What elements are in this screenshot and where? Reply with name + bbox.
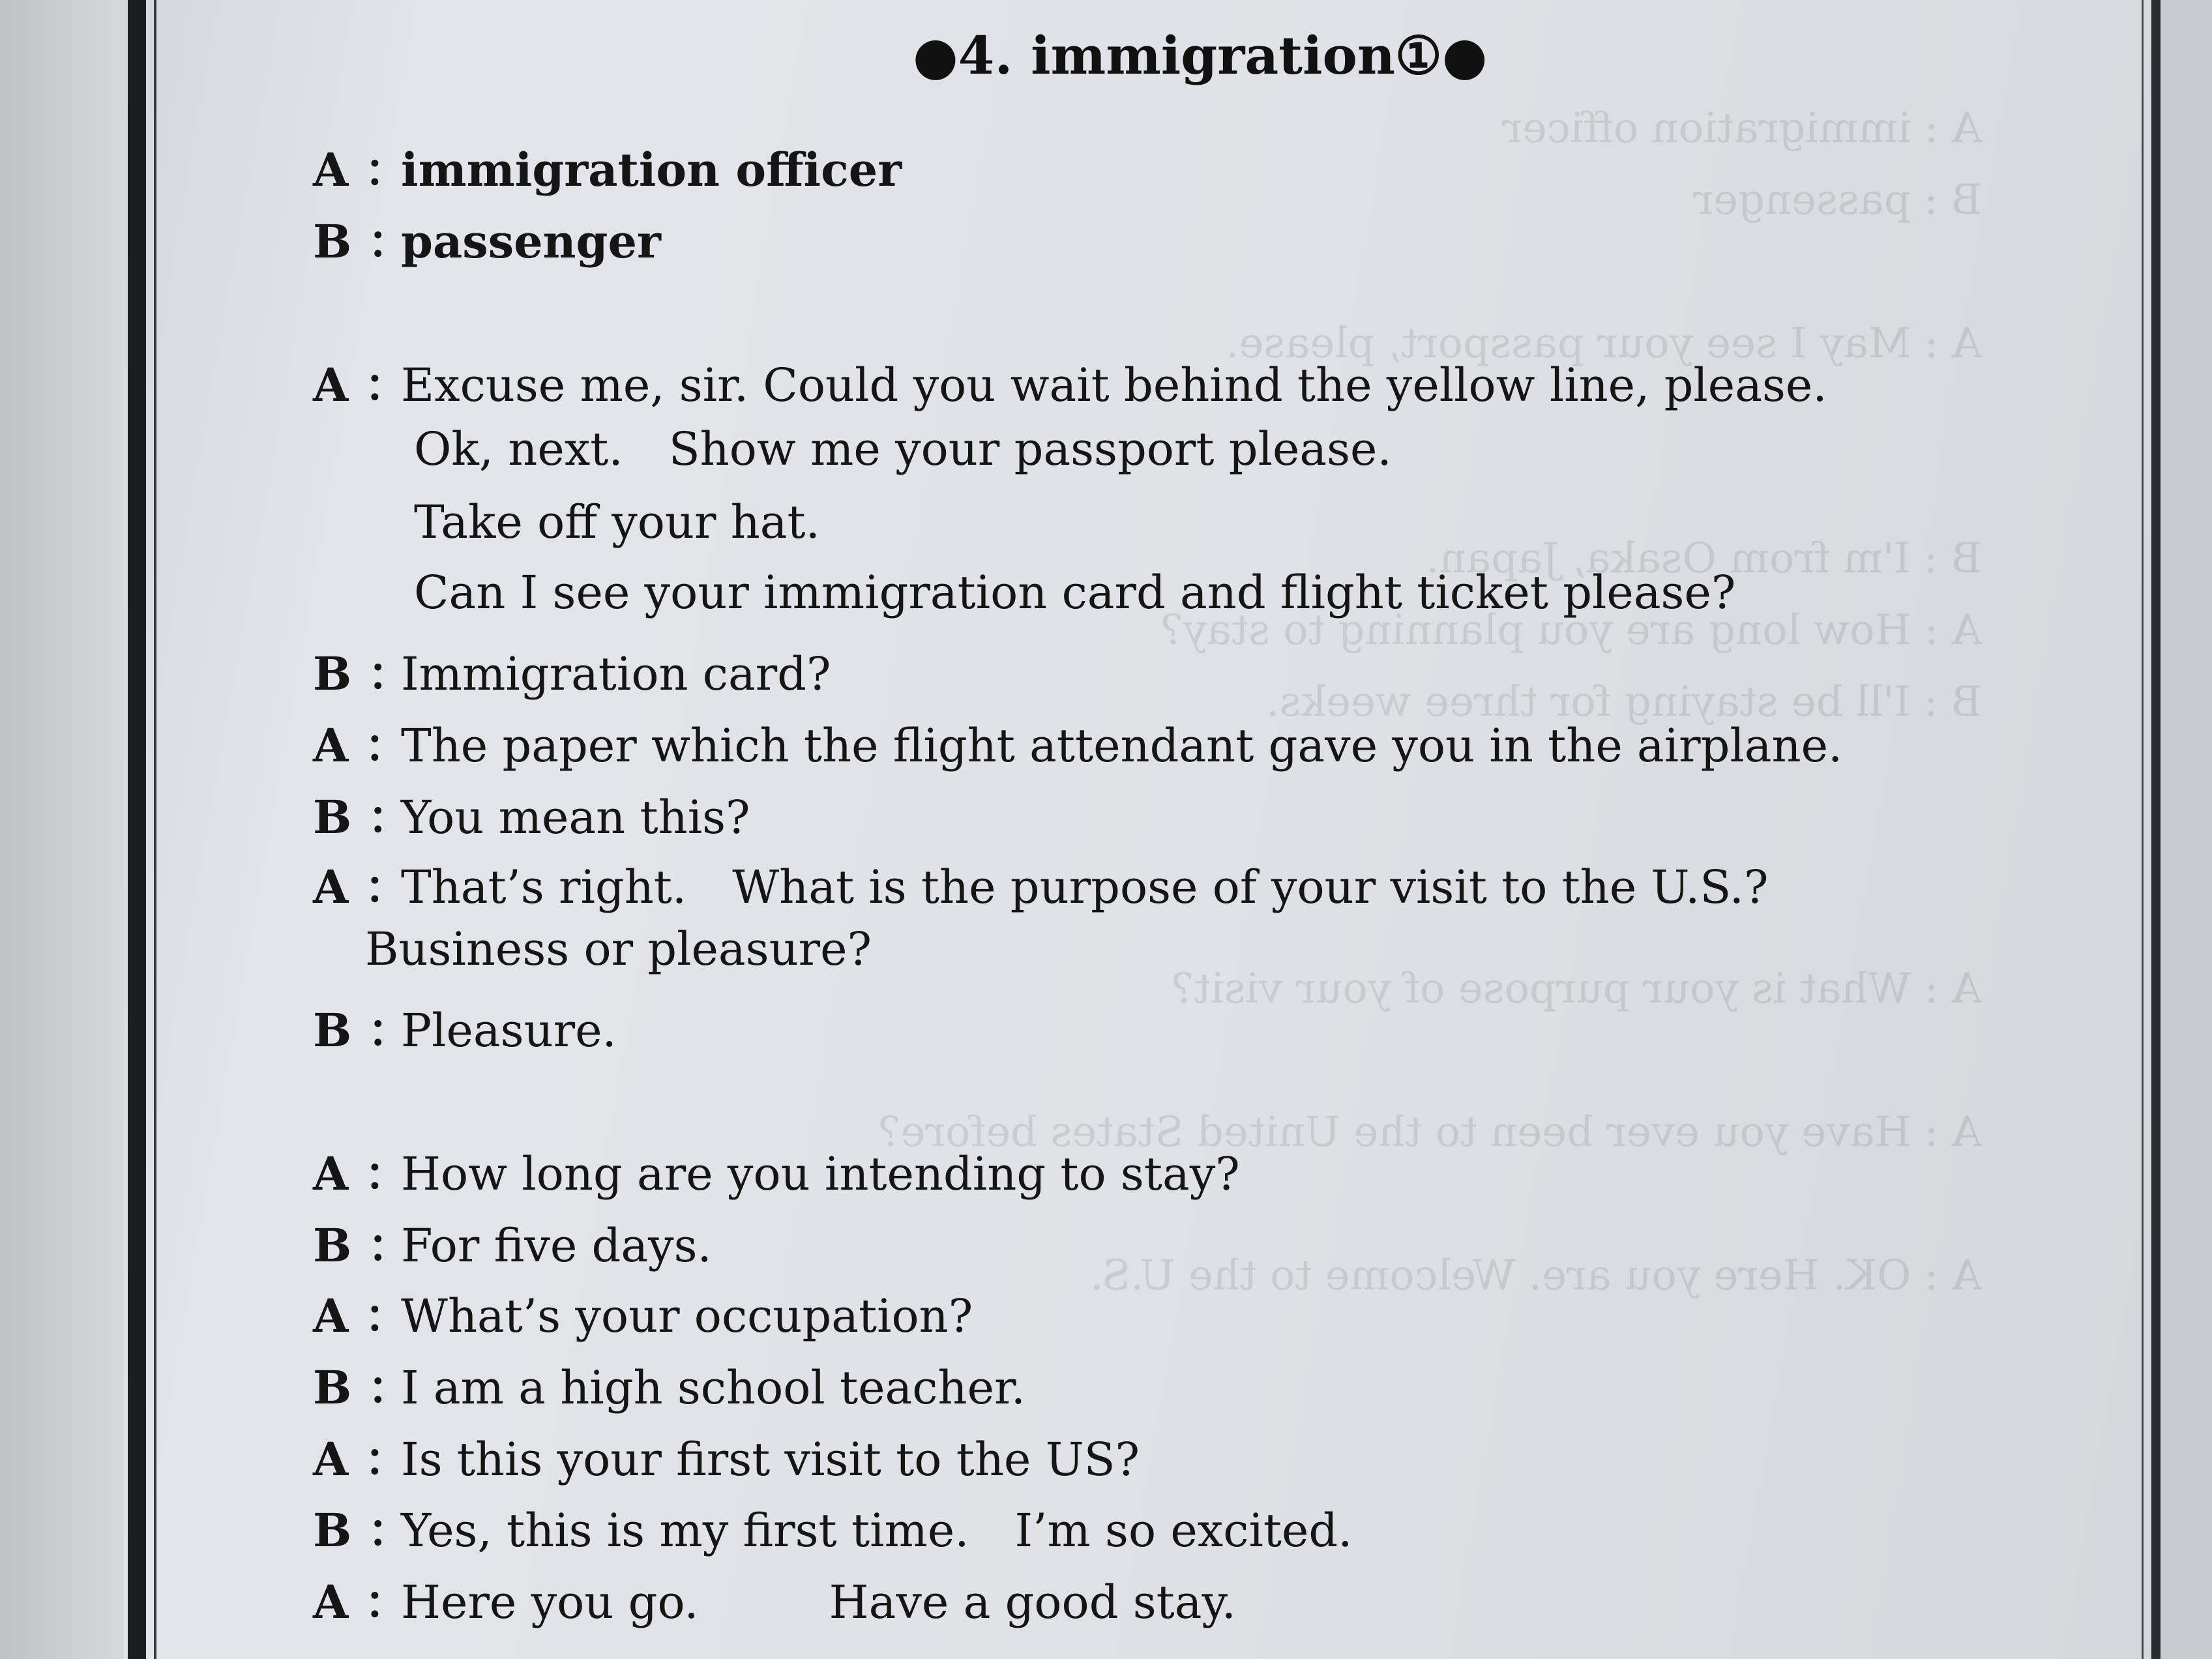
page-title: ●4. immigration①●	[913, 25, 1488, 86]
speaker-label: B ：	[313, 1360, 413, 1415]
left-margin	[0, 0, 124, 1659]
dialogue-text: That’s right.	[401, 860, 687, 914]
dialogue-text: Can I see your immigration card and flight ticket please?	[414, 566, 1736, 619]
dialogue-text: Excuse me, sir. Could you wait behind the yellow line, please.	[401, 359, 1827, 412]
dialogue-line	[414, 422, 1392, 476]
speaker-label: B ：	[313, 790, 413, 844]
dialogue-line	[313, 638, 831, 703]
dialogue-text: Business or pleasure?	[365, 922, 872, 976]
speaker-label: A ：	[313, 1289, 410, 1343]
role-name: passenger	[401, 214, 661, 269]
dialogue-text: What’s your occupation?	[401, 1289, 973, 1343]
dialogue-text: Ok, next.	[414, 422, 623, 476]
right-edge	[2160, 0, 2212, 1659]
dialogue-text: Is this your first visit to the US?	[401, 1433, 1140, 1486]
dialogue-text: What is the purpose of your visit to the U.S.?	[732, 860, 1769, 914]
dialogue-line	[313, 1138, 1240, 1203]
dialogue-line	[313, 781, 750, 847]
dialogue-line	[313, 851, 1769, 917]
dialogue-line	[313, 1209, 712, 1275]
bleed-through-text: A : Have you ever been to the United States before?	[878, 1108, 1982, 1156]
left-border-inner-rule	[154, 0, 156, 1659]
speaker-label: B ：	[313, 1003, 413, 1057]
speaker-label: A ：	[313, 860, 410, 914]
right-border-inner-rule	[2142, 0, 2144, 1659]
dialogue-text: How long are you intending to stay?	[401, 1147, 1240, 1201]
dialogue-text: I’m so excited.	[1014, 1504, 1353, 1557]
speaker-label: A ：	[313, 358, 410, 412]
dialogue-text: Immigration card?	[401, 647, 831, 701]
left-border-rule	[128, 0, 146, 1659]
speaker-label: B ：	[313, 1503, 413, 1557]
dialogue-line	[313, 709, 1842, 775]
bleed-through-text: A : immigration officer	[1502, 104, 1982, 153]
dialogue-text: Here you go.	[401, 1576, 699, 1629]
dialogue-line	[313, 1280, 973, 1345]
role-name: immigration officer	[401, 143, 902, 197]
speaker-label: A ：	[313, 718, 410, 772]
dialogue-line	[313, 1423, 1140, 1489]
dialogue-text: Pleasure.	[401, 1004, 617, 1057]
dialogue-line	[365, 922, 872, 976]
bleed-through-text: A : OK. Here you are. Welcome to the U.S.	[1090, 1252, 1982, 1300]
speaker-label: A ：	[313, 1432, 410, 1486]
speaker-label: A ：	[313, 143, 410, 197]
dialogue-text: For five days.	[401, 1219, 712, 1272]
dialogue-line	[313, 1566, 1236, 1632]
dialogue-line	[313, 1494, 1352, 1560]
role-line	[313, 205, 661, 271]
dialogue-text: Show me your passport please.	[668, 422, 1392, 476]
speaker-label: A ：	[313, 1147, 410, 1201]
bleed-through-text: A : What is your purpose of your visit?	[1172, 965, 1982, 1013]
speaker-label: B ：	[313, 214, 413, 269]
speaker-label: B ：	[313, 647, 413, 701]
right-border-rule	[2151, 0, 2160, 1659]
dialogue-text: I am a high school teacher.	[401, 1361, 1026, 1415]
dialogue-text: The paper which the flight attendant gave you in the airplane.	[401, 719, 1843, 772]
bleed-through-text: B : passenger	[1693, 176, 1982, 224]
dialogue-line	[313, 994, 617, 1060]
dialogue-line	[313, 349, 1827, 415]
bleed-through-text: A : How long are you planning to stay?	[1160, 606, 1982, 654]
speaker-label: A ：	[313, 1575, 410, 1629]
dialogue-line	[414, 566, 1735, 619]
dialogue-text: Yes, this is my first time.	[401, 1504, 969, 1557]
dialogue-line	[414, 495, 820, 549]
bleed-through-text: B : I'll be staying for three weeks.	[1266, 678, 1982, 726]
speaker-label: B ：	[313, 1218, 413, 1272]
dialogue-text: Have a good stay.	[829, 1576, 1237, 1629]
bleed-through-text: B : I'm from Osaka, Japan.	[1426, 535, 1982, 583]
dialogue-text: You mean this?	[401, 791, 750, 844]
dialogue-text: Take off your hat.	[414, 495, 820, 549]
bleed-through-text: A : May I see your passport, please.	[1226, 319, 1982, 368]
dialogue-line	[313, 1351, 1025, 1417]
role-line	[313, 134, 902, 199]
